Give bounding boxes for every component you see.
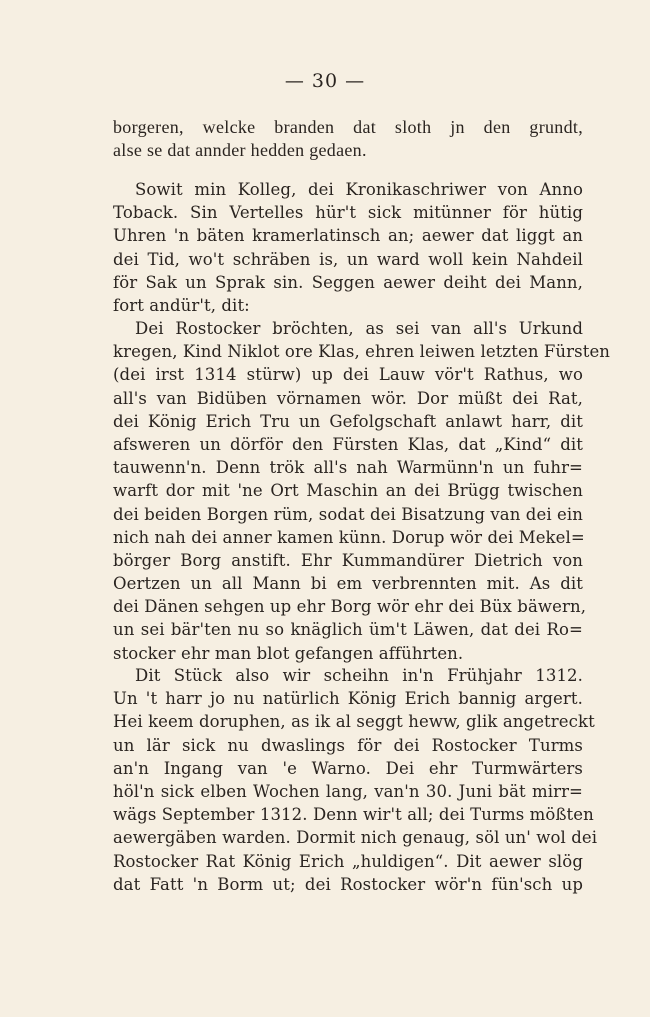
paragraph-2 xyxy=(113,317,611,665)
text-line: höl'n sick elben Wochen lang, van'n 30. Juni bät mirr= xyxy=(113,781,583,801)
text-line: Sowit min Kolleg, dei Kronikaschriwer von Anno xyxy=(135,180,583,199)
text-line: Toback. Sin Vertelles hür't sick mitünner för hütig xyxy=(113,203,583,223)
text-line: warft dor mit 'ne Ort Maschin an dei Brügg twischen xyxy=(113,481,583,501)
text-line: dei Dänen sehgen up ehr Borg wör ehr dei Büx bäwern, xyxy=(113,597,587,617)
text-line: Rostocker Rat König Erich „huldigen“. Dit aewer slög xyxy=(113,851,583,871)
text-line: alse se dat annder hedden gedaen. xyxy=(113,140,367,161)
page-number: — 30 — xyxy=(284,70,366,92)
text-line: Oertzen un all Mann bi em verbrennten mit. As dit xyxy=(113,574,583,594)
text-line: Un 't harr jo nu natürlich König Erich bannig argert. xyxy=(113,689,583,709)
text-line: dei König Erich Tru un Gefolgschaft anlawt harr, dit xyxy=(113,411,583,431)
paragraph-1 xyxy=(113,178,583,317)
text-line: Hei keem doruphen, as ik al seggt heww, glik angetreckt xyxy=(113,712,595,732)
text-line: dat Fatt 'n Borm ut; dei Rostocker wör'n fün'sch up xyxy=(113,874,583,894)
text-line: dei Tid, wo't schräben is, un ward woll kein Nahdeil xyxy=(113,249,583,269)
text-line: wägs September 1312. Denn wir't all; dei Turms mößten xyxy=(113,805,594,825)
text-line: börger Borg anstift. Ehr Kummandürer Dietrich von xyxy=(113,550,583,570)
text-line: kregen, Kind Niklot ore Klas, ehren leiwen letzten Fürsten xyxy=(113,342,611,362)
text-line: un sei bär'ten nu so knäglich üm't Läwen, dat dei Ro= xyxy=(113,620,583,640)
paragraph-3 xyxy=(113,664,598,896)
text-line: Dei Rostocker bröchten, as sei van all's Urkund xyxy=(135,319,583,338)
text-line: för Sak un Sprak sin. Seggen aewer deiht dei Mann, xyxy=(113,272,583,292)
text-line: Uhren 'n bäten kramerlatinsch an; aewer dat liggt an xyxy=(113,226,583,246)
text-line: borgeren, welcke branden dat sloth jn den grundt, xyxy=(113,117,583,137)
text-line: stocker ehr man blot gefangen afführten. xyxy=(113,643,464,663)
quote-block xyxy=(113,116,583,162)
text-line: all's van Bidüben vörnamen wör. Dor müßt dei Rat, xyxy=(113,388,583,408)
text-line: fort andür't, dit: xyxy=(113,295,250,315)
text-line: un lär sick nu dwaslings för dei Rostocker Turms xyxy=(113,735,583,755)
text-line: an'n Ingang van 'e Warno. Dei ehr Turmwärters xyxy=(113,758,583,778)
text-line: dei beiden Borgen rüm, sodat dei Bisatzung van dei ein xyxy=(113,504,584,524)
text-line: Dit Stück also wir scheihn in'n Frühjahr 1312. xyxy=(135,666,583,685)
text-line: aewergäben warden. Dormit nich genaug, söl un' wol dei xyxy=(113,828,598,848)
text-line: tauwenn'n. Denn trök all's nah Warmünn'n un fuhr= xyxy=(113,458,583,478)
text-line: (dei irst 1314 stürw) up dei Lauw vör't Rathus, wo xyxy=(113,365,583,385)
text-line: nich nah dei anner kamen künn. Dorup wör dei Mekel= xyxy=(113,527,585,547)
text-line: afsweren un dörför den Fürsten Klas, dat „Kind“ dit xyxy=(113,434,583,454)
